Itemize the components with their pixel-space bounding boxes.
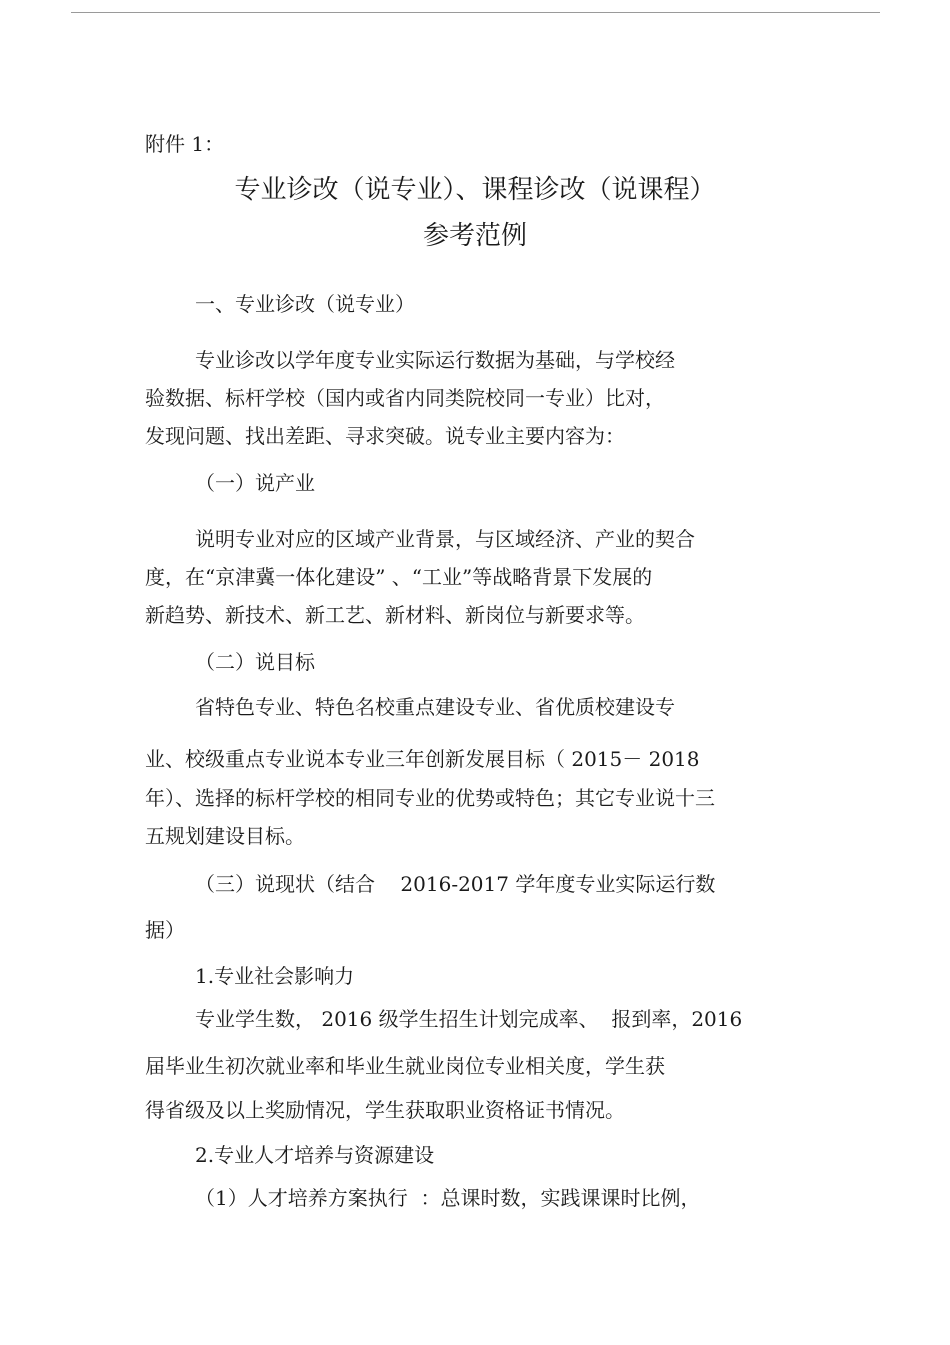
item1-heading: 1.专业社会影响力 — [195, 964, 355, 988]
sub3-heading-line: 据） — [145, 918, 185, 942]
intro-line: 专业诊改以学年度专业实际运行数据为基础，与学校经 — [195, 348, 675, 372]
item1-body-line: 专业学生数， 2016 级学生招生计划完成率、 报到率，2016 — [195, 1007, 743, 1031]
intro-line: 发现问题、找出差距、寻求突破。说专业主要内容为： — [145, 424, 625, 448]
item1-body-line: 得省级及以上奖励情况，学生获取职业资格证书情况。 — [145, 1098, 625, 1122]
sub2-heading: （二）说目标 — [195, 650, 315, 674]
document-title-line1: 专业诊改（说专业）、课程诊改（说课程） — [234, 175, 716, 205]
sub2-body-line: 五规划建设目标。 — [145, 824, 305, 848]
sub2-body-line: 年）、选择的标杆学校的相同专业的优势或特色；其它专业说十三 — [145, 786, 715, 810]
sub1-heading: （一）说产业 — [195, 471, 315, 495]
sub2-body-line: 省特色专业、特色名校重点建设专业、省优质校建设专 — [195, 695, 675, 719]
item1-body-line: 届毕业生初次就业率和毕业生就业岗位专业相关度，学生获 — [145, 1054, 665, 1078]
sub1-body-line: 新趋势、新技术、新工艺、新材料、新岗位与新要求等。 — [145, 603, 645, 627]
document-title-line2: 参考范例 — [422, 221, 527, 251]
sub1-body-line: 度，在“京津冀一体化建设” 、“工业”等战略背景下发展的 — [145, 565, 653, 589]
item2-sub1-line: （1）人才培养方案执行 ：总课时数，实践课课时比例， — [195, 1186, 701, 1210]
sub3-heading-line: （三）说现状（结合 2016-2017 学年度专业实际运行数 — [195, 872, 716, 896]
intro-line: 验数据、标杆学校（国内或省内同类院校同一专业）比对， — [145, 386, 665, 410]
sub1-body-line: 说明专业对应的区域产业背景，与区域经济、产业的契合 — [195, 527, 695, 551]
sub2-body-line: 业、校级重点专业说本专业三年创新发展目标（ 2015－ 2018 — [145, 747, 700, 771]
page-top-rule — [71, 12, 880, 13]
section1-heading: 一、专业诊改（说专业） — [195, 292, 415, 316]
item2-heading: 2.专业人才培养与资源建设 — [195, 1143, 435, 1167]
attachment-label: 附件 1： — [145, 132, 225, 156]
